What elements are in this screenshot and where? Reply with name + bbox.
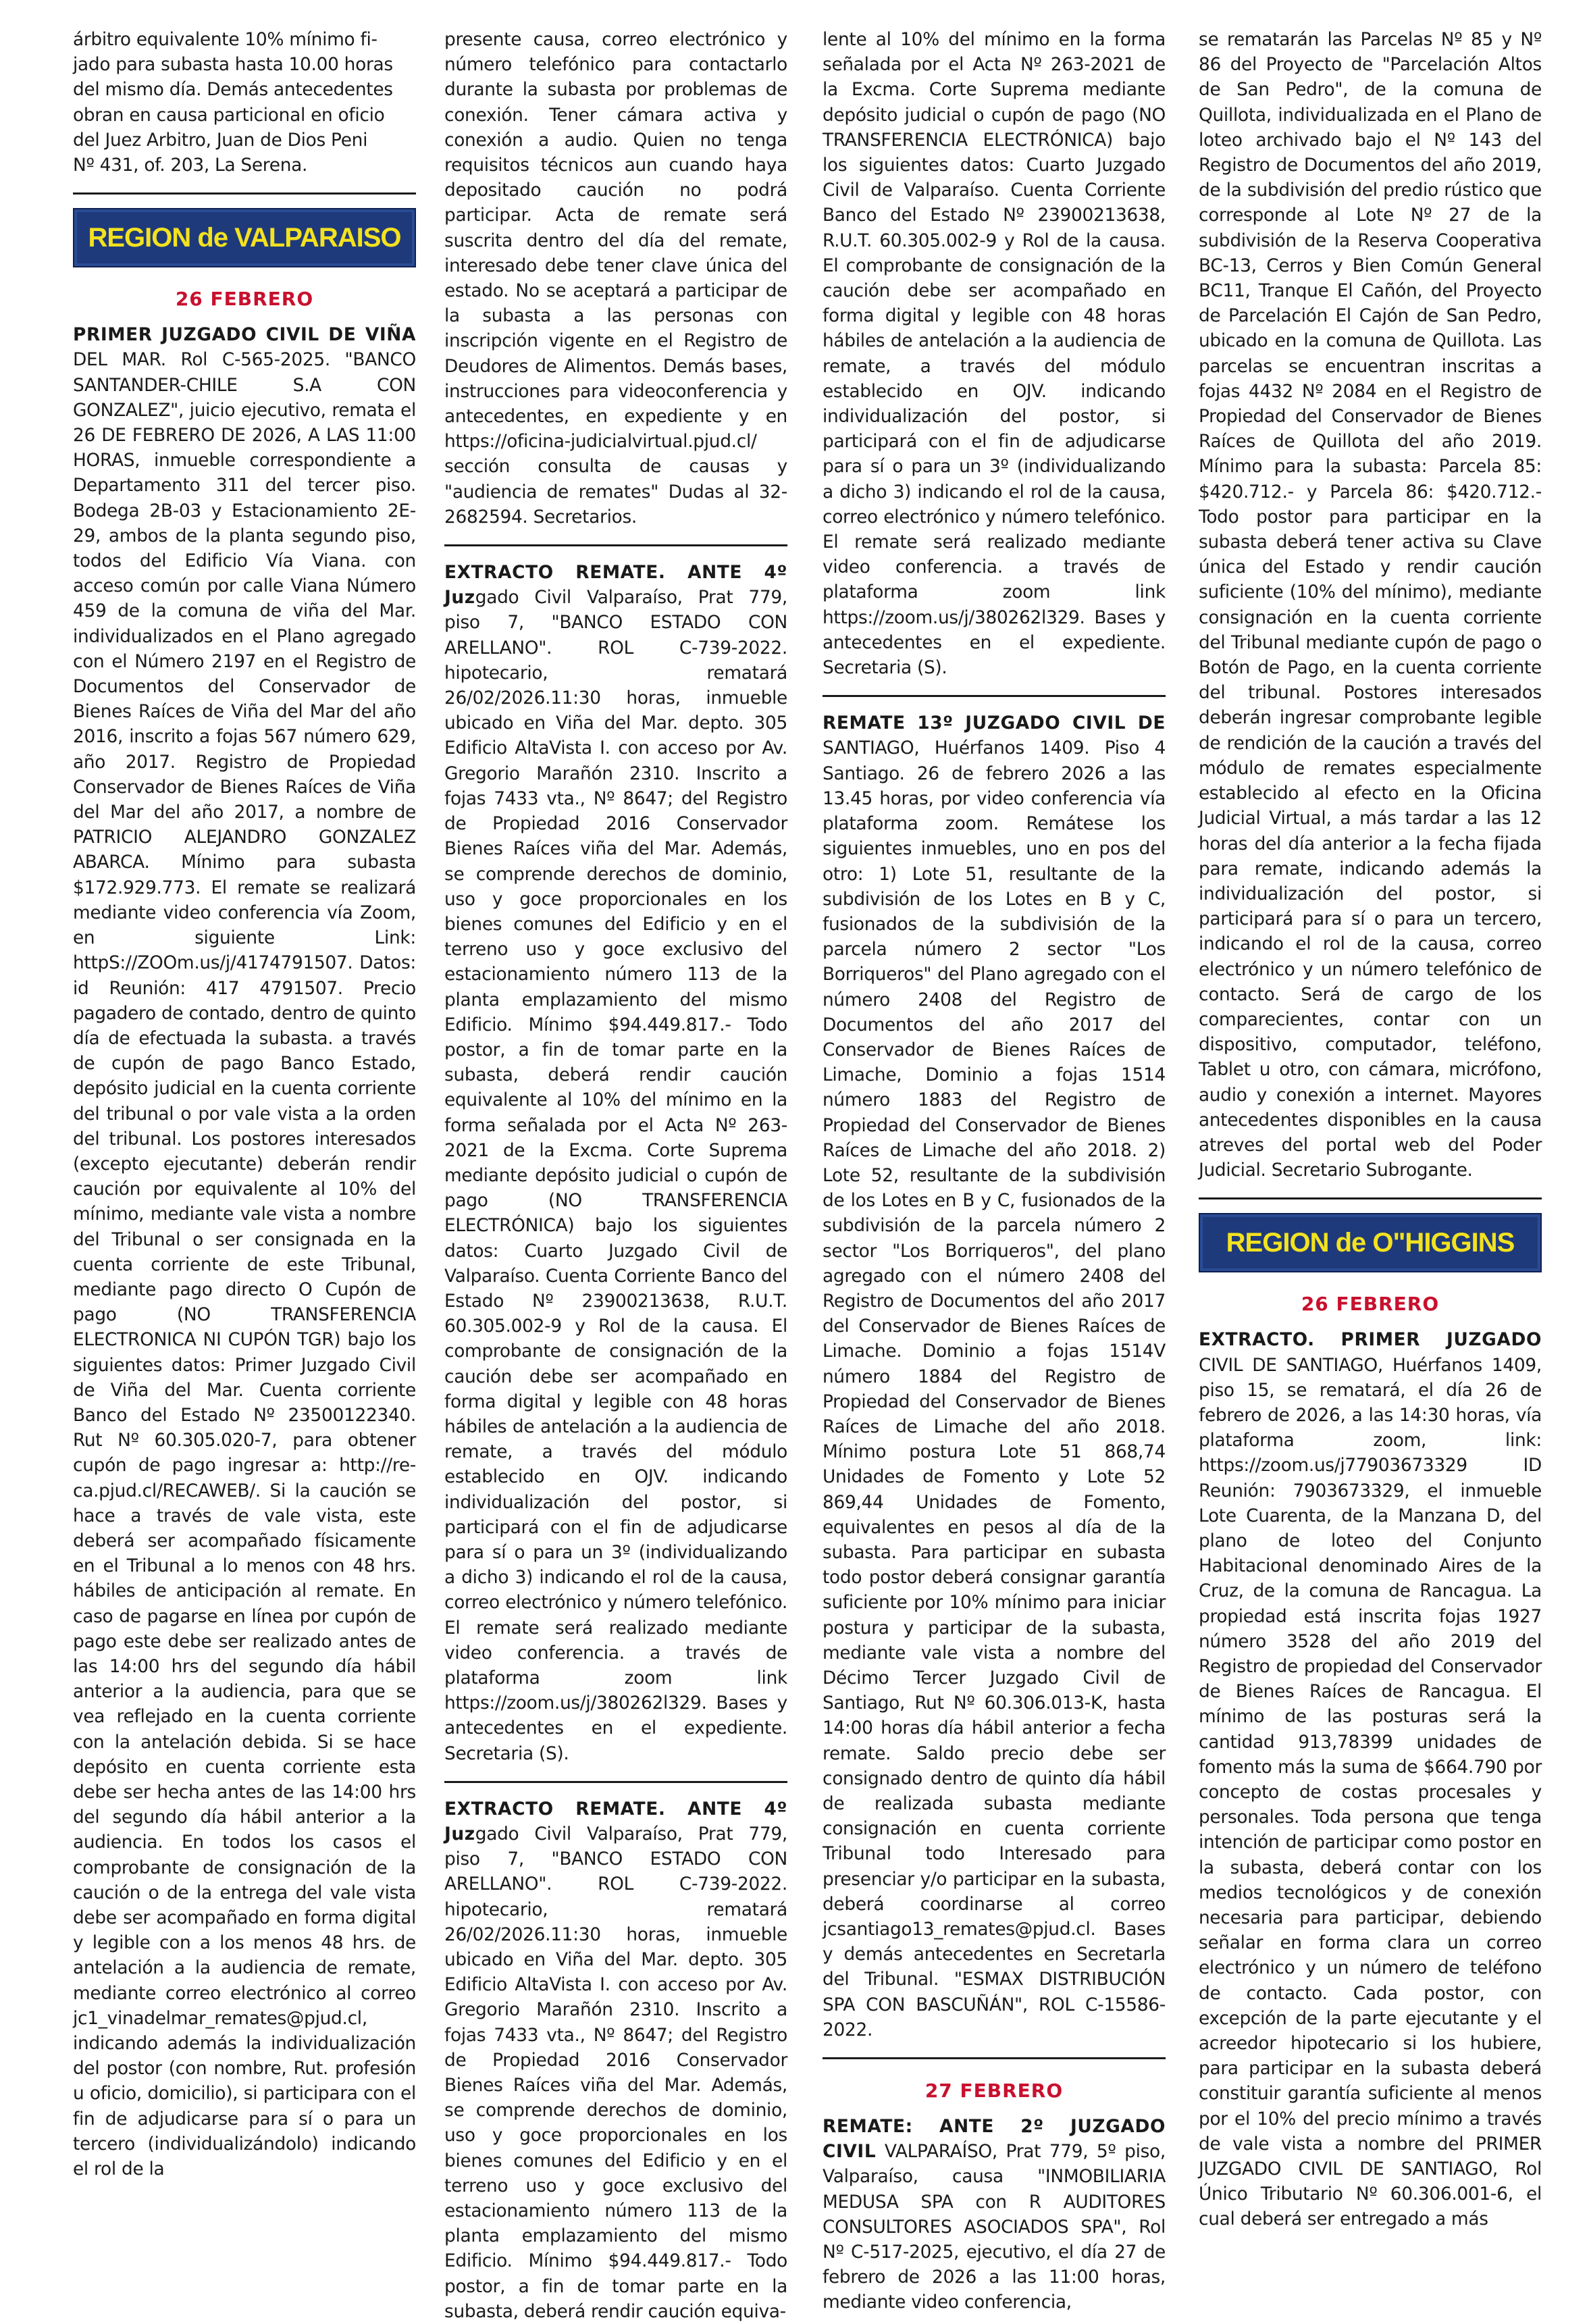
notice: [73, 322, 416, 2181]
notice-body: gado Civil Valparaíso, Prat 779, piso 7, "BANCO ESTADO CON ARELLANO". ROL C-739-2022. hipotecario, rematará 26/02/2026.11:30 horas, inmueble ubicado en Viña del Mar. depto. 305 Edificio AltaVista I. con acceso por Av. Gregorio Marañón 2310. Inscrito a fojas 7433 vta., Nº 8647; del Registro de Propiedad 2016 Conservador Bienes Raíces viña del Mar. Además, se comprende derechos de dominio, uso y goce proporcionales en los bienes comunes del Edificio y en el terreno uso y goce exclusivo del estacionamiento número 113 de la planta emplazamiento del mismo Edificio. Mínimo $94.449.817.- Todo postor, a fin de tomar parte en la subasta, deberá rendir caución equiva-: [444, 1824, 787, 2322]
notice-lead: REMATE: ANTE 2º JUZGADO CIVIL: [823, 2116, 1166, 2163]
notice-continuation: lente al 10% del mínimo en la forma señalada por el Acta Nº 263-2021 de la Excma. Corte Suprema mediante depósito judicial o cupón de pago (NO TRANSFERENCIA ELECTRÓNICA) bajo los siguientes datos: Cuarto Juzgado Civil de Valparaíso. Cuenta Corriente Banco del Estado Nº 23900213638, R.U.T. 60.305.002-9 y Rol de la causa. El comprobante de consignación de la caución debe ser acompañado en forma digital y legible con 48 horas hábiles de antelación a la audiencia de remate, a través del módulo establecido en OJV. indicando individualización del postor, si participará con el fin de adjudicarse para sí o para un 3º (individualizando a dicho 3) indicando el rol de la causa, correo electrónico y número telefónico. El remate será realizado mediante video conferencia. a través de plataforma zoom link https://zoom.us/j/380262l329. Bases y antecedentes en el expediente. Secretaria (S).: [823, 29, 1166, 679]
divider: [823, 695, 1166, 697]
notice: [823, 2114, 1166, 2315]
region-banner-ohiggins: REGION de O"HIGGINS: [1199, 1213, 1542, 1272]
divider: [1199, 1197, 1542, 1199]
divider: [444, 1781, 787, 1783]
column-2: [444, 27, 787, 2324]
notice-continuation: se rematarán las Parcelas Nº 85 y Nº 86 del Proyecto de "Parcelación Altos de San Pedro", de la comuna de Quillota, individualizada en el Plano de loteo archivado bajo el Nº 143 del Registro de Documentos del año 2019, de la subdivisión del predio rústico que corresponde al Lote Nº 27 de la subdivisión de la Reserva Cooperativa BC-13, Cerros y Bien Común General BC11, Tranque El Cañón, del Proyecto de Parcelación El Cajón de San Pedro, ubicado en la comuna de Quillota. Las parcelas se encuentran inscritas a fojas 4432 Nº 2084 en el Registro de Propiedad del Conservador de Bienes Raíces de Quillota del año 2019. Mínimo para la subasta: Parcela 85: $420.712.- y Parcela 86: $420.712.- Todo postor para participar en la subasta deberá tener activa su Clave única del Estado y rendir caución suficiente (10% del mínimo), mediante consignación en la cuenta corriente del Tribunal mediante cupón de pago o Botón de Pago, en la cuenta corriente del tribunal. Postores interesados deberán ingresar comprobante legible de rendición de la caución a través del módulo de remates especialmente establecido al efecto en la Oficina Judicial Virtual, a más tardar a las 12 horas del día anterior a la fecha fijada para remate, indicando además la individualización del postor, si participará para sí o para un tercero, indicando el rol de la causa, correo electrónico y un número telefónico de contacto. Será de cargo de los comparecientes, contar con un dispositivo, computador, teléfono, Tablet u otro, con cámara, micrófono, audio y conexión a internet. Mayores antecedentes disponibles en la causa atreves del portal web del Poder Judicial. Secretario Subrogante.: [1199, 29, 1542, 1181]
date-heading: 26 FEBRERO: [175, 288, 314, 311]
region-banner-valparaiso: REGION de VALPARAISO: [73, 208, 416, 267]
notice-body: SANTIAGO, Huérfanos 1409. Piso 4 Santiago. 26 de febrero 2026 a las 13.45 horas, por video conferencia vía plataforma zoom. Remátese los siguientes inmuebles, uno en pos del otro: 1) Lote 51, resultante de la subdivisión de los Lotes en B y C, fusionados de la subdivisión de la parcela número 2 sector "Los Borriqueros" del Plano agregado con el número 2408 del Registro de Documentos del año 2017 del Conservador de Bienes Raíces de Limache, Dominio a fojas 1514 número 1883 del Registro de Propiedad del Conservador de Bienes Raíces de Limache del año 2018. 2) Lote 52, resultante de la subdivisión de los Lotes en B y C, fusionados de la subdivisión de la parcela número 2 sector "Los Borriqueros", del plano agregado con el número 2408 del Registro de Documentos del año 2017 del Conservador de Bienes Raíces de Limache. Dominio a fojas 1514V número 1884 del Registro de Propiedad del Conservador de Bienes Raíces de Limache del año 2018. Mínimo postura Lote 51 868,74 Unidades de Fomento y Lote 52 869,44 Unidades de Fomento, equivalentes en pesos al día de la subasta. Para participar en subasta todo postor deberá consignar garantía suficiente por 10% mínimo para iniciar postura y participar de la subasta, mediante vale vista a nombre del Décimo Tercer Juzgado Civil de Santiago, Rut Nº 60.306.013-K, hasta 14:00 horas día hábil anterior a fecha remate. Saldo precio debe ser consignado dentro de quinto día hábil de realizada subasta mediante consignación en cuenta corriente Tribunal todo Interesado para presenciar y/o participar en la subasta, deberá coordinarse al correo jcsantiago13_remates@pjud.cl. Bases y demás antecedentes en Secretarla del Tribunal. "ESMAX DISTRIBUCIÓN SPA CON BASCUÑÁN", ROL C-15586-2022.: [823, 738, 1166, 2040]
notice-body: CIVIL DE SANTIAGO, Huérfanos 1409, piso 15, se rematará, el día 26 de febrero de 2026, a las 14:30 horas, vía plataforma zoom, link: https://zoom.us/j77903673329 ID Reunión: 7903673329, el inmueble Lote Cuarenta, de la Manzana D, del plano de loteo del Conjunto Habitacional denominado Aires de la Cruz, de la comuna de Rancagua. La propiedad está inscrita fojas 1927 número 3528 del año 2019 del Registro de propiedad del Conservador de Bienes Raíces de Rancagua. El mínimo de las posturas será la cantidad 913,78399 unidades de fomento más la suma de $664.790 por concepto de costas procesales y personales. Toda persona que tenga intención de participar como postor en la subasta, deberá contar con los medios tecnológicos y de conexión necesaria para participar, debiendo señalar en forma clara un correo electrónico y un número de teléfono de contacto. Cada postor, con excepción de la parte ejecutante y el acreedor hipotecario si los hubiere, para participar en la subasta deberá constituir garantía suficiente al menos por el 10% del precio mínimo a través de vale vista a nombre del PRIMER JUZGADO CIVIL DE SANTIAGO, Rol Único Tributario Nº 60.306.001-6, el cual deberá ser entregado a más: [1199, 1354, 1542, 2230]
notice: [1199, 1327, 1542, 2231]
notice-lead: REMATE 13º JUZGADO CIVIL DE: [823, 713, 1166, 734]
notice-continuation: presente causa, correo electrónico y número telefónico para contactarlo durante la subasta por problemas de conexión. Tener cámara activa y conexión a audio. Quien no tenga requisitos técnicos aun cuando haya depositado caución no podrá participar. Acta de remate será suscrita dentro del día del remate, interesado debe tener clave única del estado. No se aceptará a participar de la subasta a las personas con inscripción vigente en el Registro de Deudores de Alimentos. Demás bases, instrucciones para videoconferencia y antecedentes, en expediente y en https://oficina-judicialvirtual.pjud.cl/ sección consulta de causas y "audiencia de remates" Dudas al 32-2682594. Secretarios.: [444, 29, 787, 527]
notice-body: DEL MAR. Rol C-565-2025. "BANCO SANTANDER-CHILE S.A CON GONZALEZ", juicio ejecutivo, remata el 26 DE FEBRERO DE 2026, A LAS 11:00 HORAS, inmueble correspondiente a Departamento 311 del tercer piso. Bodega 2B-03 y Estacionamiento 2E-29, ambos de la planta segundo piso, todos del Edificio Vía Viana. con acceso común por calle Viana Número 459 de la comuna de viña del Mar. individualizados en el Plano agregado con el Número 2197 en el Registro de Documentos del Conservador de Bienes Raíces de Viña del Mar del año 2016, inscrito a fojas 567 número 629, año 2017. Registro de Propiedad Conservador de Bienes Raíces de Viña del Mar del año 2017, a nombre de PATRICIO ALEJANDRO GONZALEZ ABARCA. Mínimo para subasta $172.929.773. El remate se realizará mediante video conferencia vía Zoom, en siguiente Link: httpS://ZOOm.us/j/4174791507. Datos: id Reunión: 417 4791507. Precio pagadero de contado, dentro de quinto día de efectuada la subasta. a través de cupón de pago Banco Estado, depósito judicial en la cuenta corriente del tribunal o por vale vista a la orden del tribunal. Los postores interesados (excepto ejecutante) deberán rendir caución por equivalente al 10% del mínimo, mediante vale vista a nombre del Tribunal o ser consignada en la cuenta corriente de este Tribunal, mediante pago directo O Cupón de pago (NO TRANSFERENCIA ELECTRONICA NI CUPÓN TGR) bajo los siguientes datos: Primer Juzgado Civil de Viña del Mar. Cuenta corriente Banco del Estado Nº 23500122340. Rut Nº 60.305.020-7, para obtener cupón de pago ingresar a: http://re-ca.pjud.cl/RECAWEB/. Si la caución se hace a través de vale vista, este deberá ser acompañado físicamente en el Tribunal a lo menos con 48 hrs. hábiles de anticipación al remate. En caso de pagarse en línea por cupón de pago este debe ser realizado antes de las 14:00 hrs del segundo día hábil anterior a la audiencia, para que se vea reflejado en la cuenta corriente con la antelación debida. Si se hace depósito en cuenta corriente esta debe ser hecha antes de las 14:00 hrs del segundo día hábil anterior a la audiencia. En todos los casos el comprobante de consignación de la caución o de la entrega del vale vista debe ser acompañado en forma digital y legible con a los menos 48 hrs. de antelación a la audiencia de remate, mediante correo electrónico al correo jc1_vinadelmar_remates@pjud.cl, indicando además la individualización del postor (con nombre, Rut. profesión u oficio, domicilio), si participara con el fin de adjudicarse para sí o para un tercero (individualizándolo) indicando el rol de la: [73, 349, 416, 2180]
notice-lead: EXTRACTO REMATE. ANTE 4º Juz: [444, 562, 787, 609]
notice-lead: EXTRACTO. PRIMER JUZGADO: [1199, 1329, 1542, 1351]
notice: [444, 560, 787, 1766]
notice-body: VALPARAÍSO, Prat 779, 5º piso, Valparaíso, causa "INMOBILIARIA MEDUSA SPA con R AUDITORES CONSULTORES ASOCIADOS SPA", Rol Nº C-517-2025, ejecutivo, el día 27 de febrero de 2026 a las 11:00 horas, mediante video conferencia,: [823, 2141, 1166, 2313]
divider: [823, 2057, 1166, 2059]
column-1: [73, 27, 416, 2181]
notice: [823, 711, 1166, 2042]
notice: [444, 1797, 787, 2324]
column-4: [1199, 27, 1542, 2232]
divider: [444, 544, 787, 546]
date-heading: 26 FEBRERO: [1301, 1293, 1440, 1316]
divider: [73, 192, 416, 195]
column-3: [823, 27, 1166, 2315]
notice-lead: EXTRACTO REMATE. ANTE 4º Juz: [444, 1798, 787, 1845]
date-heading: 27 FEBRERO: [924, 2080, 1064, 2102]
notice-lead: PRIMER JUZGADO CIVIL DE VIÑA: [73, 324, 416, 346]
notice-body: gado Civil Valparaíso, Prat 779, piso 7, "BANCO ESTADO CON ARELLANO". ROL C-739-2022. hipotecario, rematará 26/02/2026.11:30 horas, inmueble ubicado en Viña del Mar. depto. 305 Edificio AltaVista I. con acceso por Av. Gregorio Marañón 2310. Inscrito a fojas 7433 vta., Nº 8647; del Registro de Propiedad 2016 Conservador Bienes Raíces viña del Mar. Además, se comprende derechos de dominio, uso y goce proporcionales en los bienes comunes del Edificio y en el terreno uso y goce exclusivo del estacionamiento número 113 de la planta emplazamiento del mismo Edificio. Mínimo $94.449.817.- Todo postor, a fin de tomar parte en la subasta, deberá rendir caución equivalente al 10% del mínimo en la forma señalada por el Acta Nº 263-2021 de la Excma. Corte Suprema mediante depósito judicial o cupón de pago (NO TRANSFERENCIA ELECTRÓNICA) bajo los siguientes datos: Cuarto Juzgado Civil de Valparaíso. Cuenta Corriente Banco del Estado Nº 23900213638, R.U.T. 60.305.002-9 y Rol de la causa. El comprobante de consignación de la caución debe ser acompañado en forma digital y legible con 48 horas hábiles de antelación a la audiencia de remate, a través del módulo establecido en OJV. indicando individualización del postor, si participará con el fin de adjudicarse para sí o para un 3º (individualizando a dicho 3) indicando el rol de la causa, correo electrónico y número telefónico. El remate será realizado mediante video conferencia. a través de plataforma zoom link https://zoom.us/j/380262l329. Bases y antecedentes en el expediente. Secretaria (S).: [444, 587, 787, 1764]
notice-continuation: árbitro equivalente 10% mínimo fi- jado para subasta hasta 10.00 horas del mismo día. Demás antecedentes obran en causa particional en oficio del Juez Arbitro, Juan de Dios Peni Nº 431, of. 203, La Serena.: [73, 29, 393, 176]
